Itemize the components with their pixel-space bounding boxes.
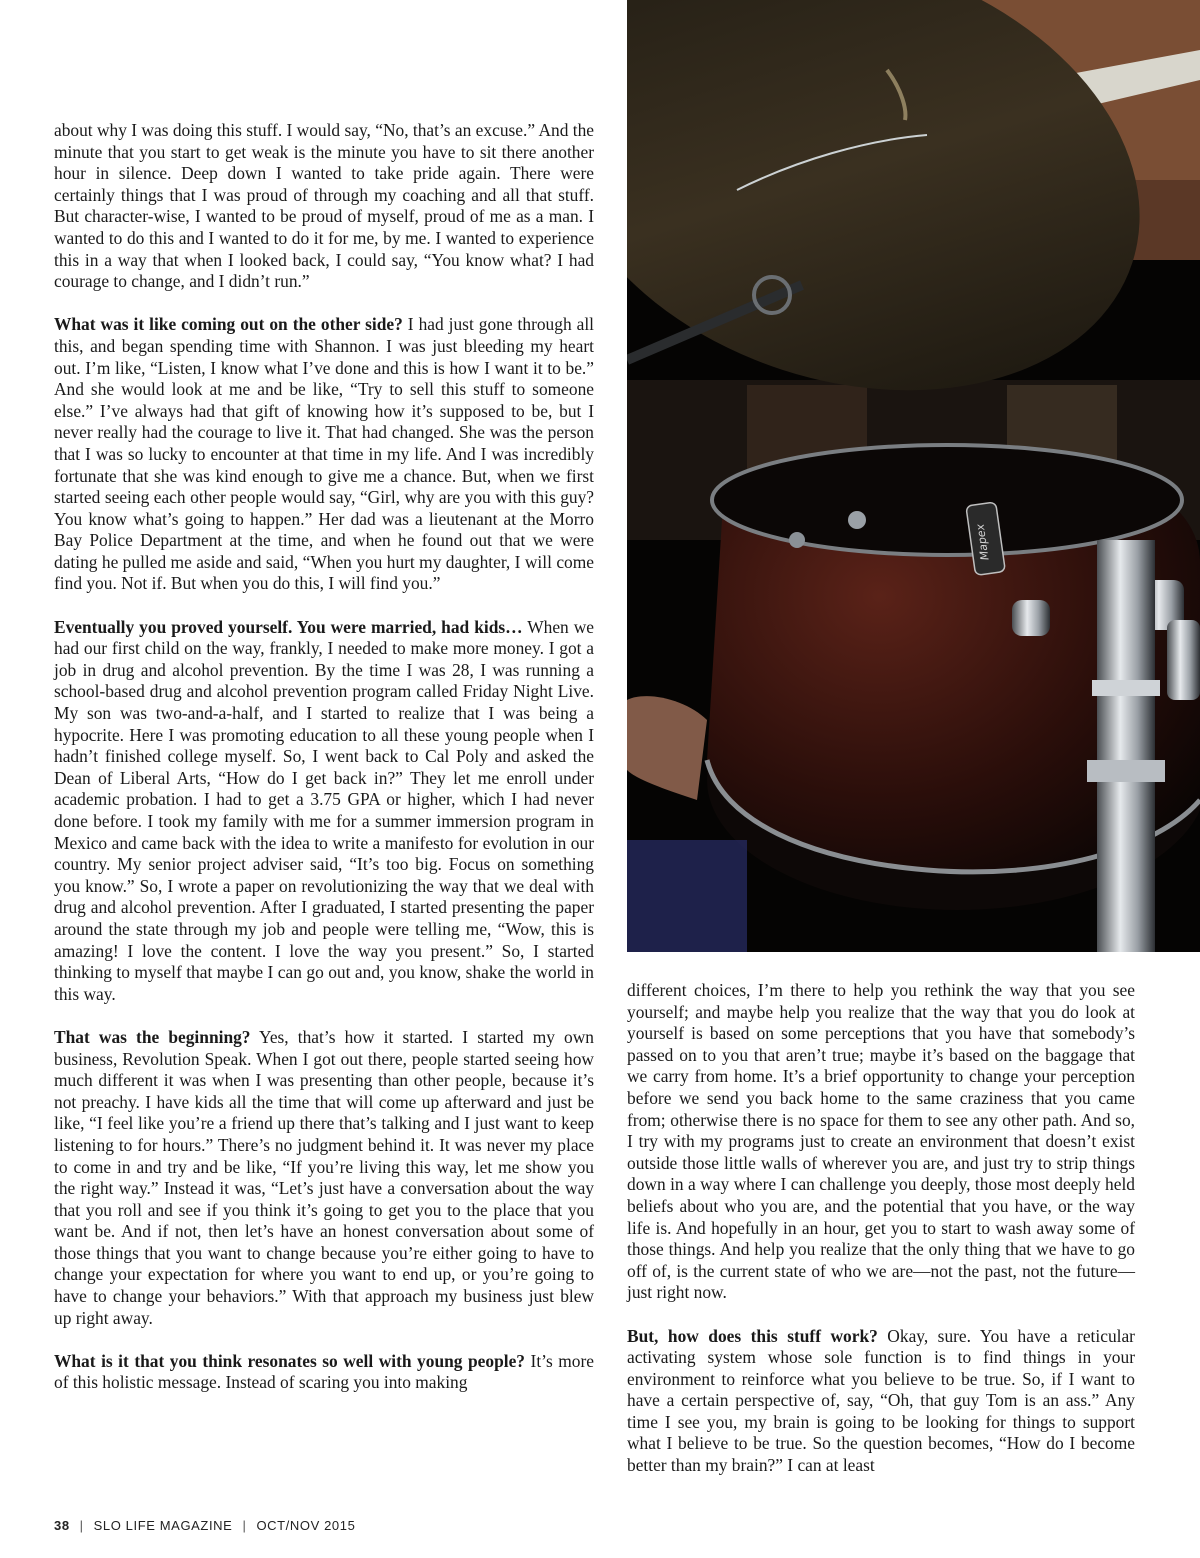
- publication-name: SLO LIFE MAGAZINE: [93, 1518, 233, 1533]
- interview-question: What is it that you think resonates so well with young people?: [54, 1350, 526, 1371]
- drummer-arm: [627, 696, 707, 800]
- drum-badge-text: Mapex: [973, 523, 992, 562]
- article-column-right: [627, 980, 1135, 1477]
- stand-clamp: [1087, 760, 1165, 782]
- paragraph-text: It’s more of this holistic message. Instead of scaring you into making: [54, 1350, 594, 1393]
- footer-separator: |: [242, 1518, 247, 1533]
- drum-photo: [627, 0, 1200, 952]
- paragraph-text: about why I was doing this stuff. I would say, “No, that’s an excuse.” And the minute that you start to get weak is the minute you have to sit there another hour in silence. Deep down I wanted to take pride again. There were certainly things that I was proud of through my coaching and all that stuff. But character-wise, I wanted to be proud of myself, proud of me as a man. I wanted to do this and I wanted to do it for me, by me. I wanted to experience this in a way that when I looked back, I could say, “You know what? I had courage to change, and I didn’t run.”: [54, 120, 594, 292]
- chrome-stand: [1097, 540, 1155, 952]
- drummer-shirt: [627, 840, 747, 952]
- paragraph: [54, 1351, 594, 1394]
- page-footer: [54, 1518, 355, 1533]
- interview-question: But, how does this stuff work?: [627, 1325, 878, 1346]
- drum-photo-art: [627, 0, 1200, 952]
- article-column-left: [54, 120, 594, 1394]
- paragraph: [627, 1326, 1135, 1477]
- paragraph-text: Okay, sure. You have a reticular activating system whose sole function is to find things in your environment to reinforce what you believe to be true. So, if I want to have a certain perspective of, say, “Oh, that guy Tom is an ass.” Any time I see you, my brain is going to be looking for things to support what I believe to be true. So the question becomes, “How do I become better than my brain?” I can at least: [627, 1325, 1135, 1476]
- paragraph: [54, 314, 594, 595]
- paragraph: [54, 617, 594, 1006]
- interview-question: What was it like coming out on the other side?: [54, 314, 403, 335]
- page-number: 38: [54, 1518, 70, 1533]
- paragraph: [54, 120, 594, 293]
- paragraph-text: different choices, I’m there to help you rethink the way that you see yourself; and maybe help you realize that the way that you do look at yourself is based on some perceptions that you have that somebody’s passed on to you that aren’t true; maybe it’s based on the baggage that we carry from home. It’s a brief opportunity to change your perception before we send you back home to the same craziness that you came from; otherwise there is no space for them to see any other path. And so, I try with my programs just to create an environment that doesn’t exist outside those little walls of wherever you are, and just try to strip things down in a way where I can challenge you deeply, those most deeply held beliefs about who you are, and the potential that you have, or the way life is. And hopefully in an hour, get you to start to wash away some of those things. And help you realize that the only thing that we have to go off of, is the current state of who we are—not the past, not the future—just right now.: [627, 980, 1135, 1303]
- footer-separator: |: [79, 1518, 84, 1533]
- paragraph: [54, 1027, 594, 1329]
- paragraph-text: I had just gone through all this, and began spending time with Shannon. I was just bleeding my heart out. I’m like, “Listen, I know what I’ve done and this is how I want it to be.” And she would look at me and be like, “Try to sell this stuff to someone else.” I’ve always had that gift of knowing how it’s supposed to be, but I never really had the courage to live it. That had changed. She was the person that I was so lucky to encounter at that time in my life. And I was incredibly fortunate that she was kind enough to give me a chance. But, when we first started seeing each other people would say, “Girl, why are you with this guy? You know what’s going to happen.” Her dad was a lieutenant at the Morro Bay Police Department at the time, and when he found out that we were dating he pulled me aside and said, “When you hurt my daughter, I will come find you. Not if. But when you do this, I will find you.”: [54, 314, 595, 594]
- paragraph-text: When we had our first child on the way, frankly, I needed to make more money. I got a job in drug and alcohol prevention. By the time I was 28, I was running a school-based drug and alcohol prevention program called Friday Night Live. My son was two-and-a-half, and I started to realize that I was being a hypocrite. Here I was promoting education to all these young people when I hadn’t finished college myself. So, I went back to Cal Poly and asked the Dean of Liberal Arts, “How do I get back in?” They let me enroll under academic probation. I had to get a 3.75 GPA or higher, which I had never done before. I took my family with me for a summer immersion program in Mexico and came back with the idea to write a manifesto for evolution in our country. My senior project adviser said, “It’s too big. Focus on something you know.” So, I wrote a paper on revolutionizing the way that we deal with drug and alcohol prevention. After I graduated, I started presenting the paper around the state through my job and people were telling me, “Wow, this is amazing! I love the content. I love the way you present.” So, I started thinking to myself that maybe I can go out and, you know, shake the world in this way.: [54, 616, 594, 1004]
- interview-question: That was the beginning?: [54, 1026, 251, 1047]
- paragraph-text: Yes, that’s how it started. I started my own business, Revolution Speak. When I got out there, people started seeing how much different it was when I was presenting than other people, because it’s not preachy. I have kids all the time that will come up afterward and just be like, “I feel like you’re a friend up there that’s talking and I just want to keep listening to for hours.” There’s no judgment behind it. It was never my place to come in and try and be like, “If you’re living this way, let me show you the right way.” Instead it was, “Let’s just have a conversation about the way that you roll and see if you think it’s going to get you to the place that you want be. And if not, then let’s have an honest conversation about some of those things that you want to change because you’re either going to have to change your expectation for where you want to end up, or you’re going to have to change your behaviors.” With that approach my business just blew up right away.: [54, 1026, 594, 1328]
- issue-date: OCT/NOV 2015: [256, 1518, 356, 1533]
- interview-question: Eventually you proved yourself. You were married, had kids…: [54, 616, 523, 637]
- paragraph: [627, 980, 1135, 1304]
- rack-tom-top-hoop: [712, 445, 1182, 555]
